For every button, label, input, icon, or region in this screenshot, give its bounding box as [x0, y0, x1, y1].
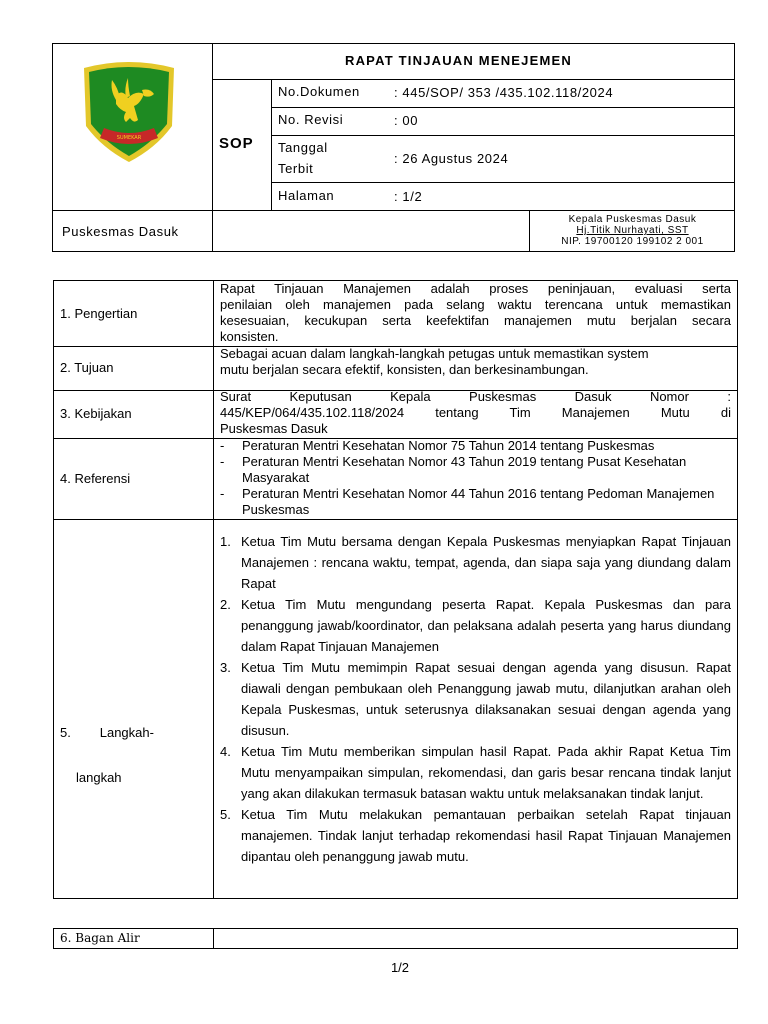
sop-label: SOP — [219, 135, 254, 152]
section-label-kebijakan: 3. Kebijakan — [60, 406, 132, 421]
section-content-langkah — [220, 531, 731, 867]
sop-body-table — [53, 280, 738, 899]
field-label-tanggal: Tanggal — [278, 140, 328, 155]
langkah-step: 3. Ketua Tim Mutu memimpin Rapat sesuai dengan agenda yang disusun. Rapat diawali dengan pembukaan oleh Penanggung jawab mutu, dilanjutkan arahan oleh Kepala Puskesmas, untuk seterusnya dilaksanakan sesuai dengan agenda yang disusun. — [220, 660, 731, 738]
field-value-no-revisi: : 00 — [394, 113, 419, 128]
field-value-halaman: : 1/2 — [394, 189, 423, 204]
tujuan-line: mutu berjalan secara efektif, konsisten, dan berkesinambungan. — [220, 362, 589, 377]
pegasus-shield-emblem-icon — [76, 58, 182, 164]
field-label-terbit: Terbit — [278, 161, 314, 176]
section-label-langkah — [60, 695, 154, 815]
langkah-step: 1. Ketua Tim Mutu bersama dengan Kepala Puskesmas menyiapkan Rapat Tinjauan Manajemen : rencana waktu, tempat, agenda, dan siapa saja yang diundang dalam Rapat — [220, 534, 731, 591]
section-content-pengertian — [220, 281, 731, 345]
page-number: 1/2 — [390, 960, 410, 975]
document-title: RAPAT TINJAUAN MENEJEMEN — [345, 53, 572, 68]
field-label-no-dokumen: No.Dokumen — [278, 84, 360, 99]
field-label-no-revisi: No. Revisi — [278, 112, 344, 127]
org-name: Puskesmas Dasuk — [62, 224, 179, 239]
tujuan-line: Sebagai acuan dalam langkah-langkah petugas untuk memastikan system — [220, 346, 649, 361]
pengertian-line: Rapat Tinjauan Manajemen adalah proses peninjauan, evaluasi serta — [220, 281, 731, 296]
svg-text:SUMEKAR: SUMEKAR — [116, 135, 142, 141]
section-label-bagan-alir: 6. Bagan Alir — [60, 931, 140, 945]
signatory-nip: NIP. 19700120 199102 2 001 — [561, 236, 704, 247]
langkah-step: 2. Ketua Tim Mutu mengundang peserta Rapat. Kepala Puskesmas dan para penanggung jawab/koordinator, dan pelaksana adalah peserta yang harus diundang dalam Rapat Tinjauan Manajemen — [220, 597, 731, 654]
kebijakan-line: 445/KEP/064/435.102.118/2024 tentang Tim Manajemen Mutu di — [220, 405, 731, 420]
referensi-item: - Peraturan Mentri Kesehatan Nomor 43 Tahun 2019 tentang Pusat Kesehatan Masyarakat — [220, 454, 687, 485]
section-label-pengertian: 1. Pengertian — [60, 306, 138, 321]
section-content-referensi — [220, 438, 721, 518]
referensi-item: - Peraturan Mentri Kesehatan Nomor 44 Tahun 2016 tentang Pedoman Manajemen Puskesmas — [220, 486, 715, 517]
kebijakan-line: Surat Keputusan Kepala Puskesmas Dasuk Nomor : — [220, 389, 731, 404]
field-label-halaman: Halaman — [278, 188, 335, 203]
section-content-kebijakan — [220, 389, 731, 437]
section-label-referensi: 4. Referensi — [60, 471, 131, 486]
section-label-tujuan: 2. Tujuan — [60, 360, 114, 375]
field-value-no-dokumen: : 445/SOP/ 353 /435.102.118/2024 — [394, 85, 614, 100]
langkah-label-line: 5. Langkah- — [60, 725, 154, 740]
signatory-position: Kepala Puskesmas Dasuk — [568, 214, 697, 225]
signatory-name: Hj.Titik Nurhayati, SST — [576, 225, 689, 236]
pengertian-line: kesesuaian, kecukupan serta keefektifan manajemen mutu berjalan secara — [220, 313, 731, 328]
signatory-block — [530, 214, 735, 247]
pengertian-line: konsisten. — [220, 329, 279, 344]
langkah-label-line: langkah — [76, 770, 122, 785]
langkah-step: 5. Ketua Tim Mutu melakukan pemantauan perbaikan setelah Rapat tinjauan manajemen. Tindak lanjut terhadap rekomendasi hasil Rapat Tinjauan Manajemen dipantau oleh penanggung jawab mutu. — [220, 807, 731, 864]
pengertian-line: penilaian oleh manajemen pada selang waktu terencana untuk memastikan — [220, 297, 731, 312]
bagan-alir-row — [53, 928, 738, 949]
referensi-item: - Peraturan Mentri Kesehatan Nomor 75 Tahun 2014 tentang Puskesmas — [220, 438, 655, 453]
sop-header-table — [52, 43, 735, 252]
langkah-step: 4. Ketua Tim Mutu memberikan simpulan hasil Rapat. Pada akhir Rapat Ketua Tim Mutu menyampaikan simpulan, rekomendasi, dan garis besar rencana tindak lanjut yang akan dilakukan termasuk batasan waktu untuk melaksanakan tindak lanjut. — [220, 744, 731, 801]
section-content-tujuan — [220, 346, 731, 378]
field-value-tanggal-terbit: : 26 Agustus 2024 — [394, 151, 509, 166]
kebijakan-line: Puskesmas Dasuk — [220, 421, 328, 436]
